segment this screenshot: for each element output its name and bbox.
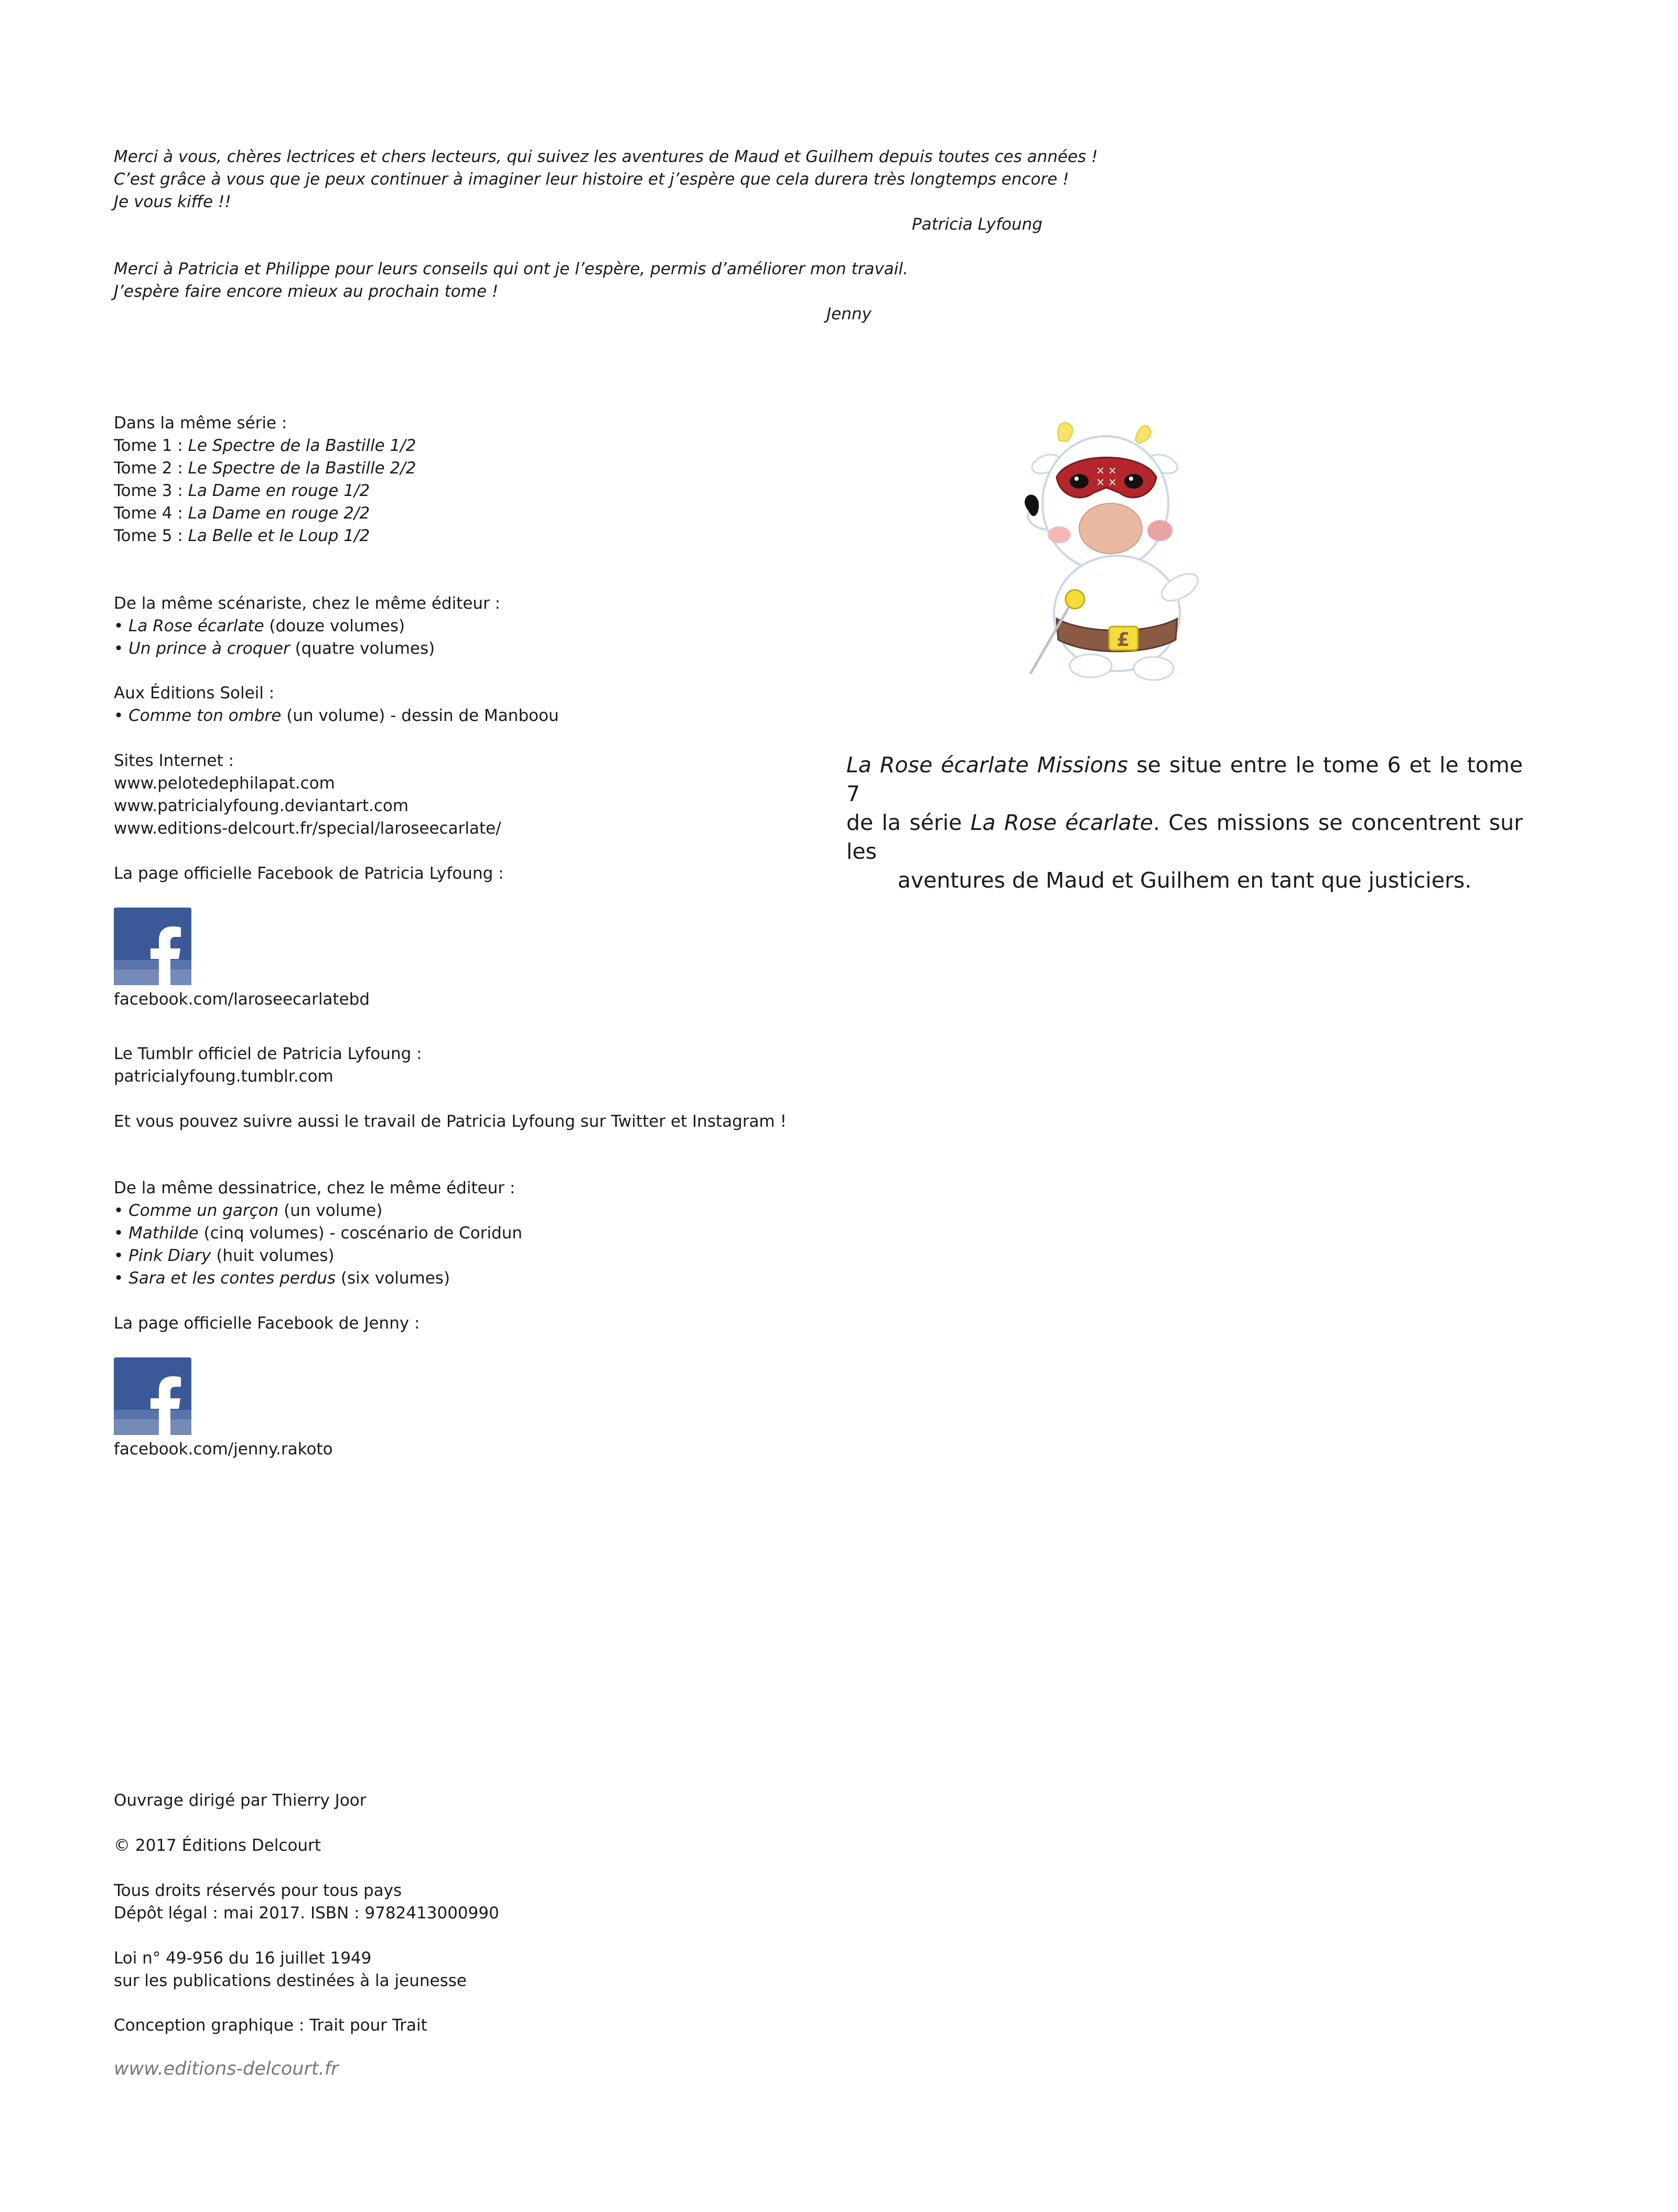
facebook-patricia-heading: La page officielle Facebook de Patricia Lyfoung : [114,864,504,883]
imprint-director: Ouvrage dirigé par Thierry Joor [114,1791,367,1810]
cow-mascot-illustration [1023,409,1243,703]
author-signature: Patricia Lyfoung [911,215,1042,234]
series-section [114,412,416,547]
tome-title: La Belle et le Loup 1/2 [188,526,370,545]
artist-thanks [114,258,908,303]
facebook-patricia-section [114,862,504,1011]
missions-note-line: aventures de Maud et Guilhem en tant que justiciers. [897,868,1472,893]
facebook-jenny-heading: La page officielle Facebook de Jenny : [114,1314,420,1333]
imprint-law: Loi n° 49-956 du 16 juillet 1949 sur les publications destinées à la jeunesse [114,1949,467,1990]
imprint-design: Conception graphique : Trait pour Trait [114,2016,427,2035]
author-thanks-line: Merci à vous, chères lectrices et chers lecteurs, qui suivez les aventures de Maud et Guilhem depuis toutes ces années ! [114,147,1098,166]
websites-section [114,750,501,840]
website-link[interactable]: www.pelotedephilapat.com [114,774,335,793]
author-thanks-line: C’est grâce à vous que je peux continuer à imaginer leur histoire et j’espère que cela durera très longtemps encore ! [114,170,1069,189]
facebook-patricia-link[interactable]: facebook.com/laroseecarlatebd [114,990,370,1009]
scenarist-section [114,592,500,660]
illustrator-heading: De la même dessinatrice, chez le même éditeur : [114,1179,515,1197]
soleil-heading: Aux Éditions Soleil : [114,684,275,703]
facebook-jenny-link[interactable]: facebook.com/jenny.rakoto [114,1440,333,1459]
facebook-icon[interactable] [114,1357,191,1435]
publisher-website[interactable]: www.editions-delcourt.fr [114,2058,339,2079]
website-link[interactable]: www.editions-delcourt.fr/special/laroseecarlate/ [114,819,501,838]
scenarist-heading: De la même scénariste, chez le même éditeur : [114,594,501,613]
facebook-icon[interactable] [114,908,191,985]
tome-title: La Dame en rouge 2/2 [188,504,370,523]
series-heading: Dans la même série : [114,414,287,433]
author-thanks-line: Je vous kiffe !! [114,192,231,211]
missions-note-line: La Rose écarlate Missions se situe entre le tome 6 et le tome 7 [846,752,1523,806]
website-link[interactable]: www.patricialyfoung.deviantart.com [114,796,409,815]
imprint-copyright: © 2017 Éditions Delcourt [114,1836,321,1855]
list-item: • La Rose écarlate (douze volumes) [114,617,405,635]
tome-item: Tome 4 : La Dame en rouge 2/2 [114,504,370,523]
tumblr-section [114,1043,422,1088]
list-item: • Comme un garçon (un volume) [114,1201,383,1220]
list-item: • Un prince à croquer (quatre volumes) [114,639,435,658]
tome-item: Tome 2 : Le Spectre de la Bastille 2/2 [114,459,416,478]
missions-note [846,751,1523,895]
artist-thanks-line: J’espère faire encore mieux au prochain tome ! [114,282,499,301]
author-thanks [114,146,1098,213]
svg-text:× ×: × × [1096,464,1117,477]
list-item: • Sara et les contes perdus (six volumes) [114,1269,450,1288]
artist-signature: Jenny [826,305,872,323]
tumblr-heading: Le Tumblr officiel de Patricia Lyfoung : [114,1044,422,1063]
social-note: Et vous pouvez suivre aussi le travail de Patricia Lyfoung sur Twitter et Instagram ! [114,1112,787,1131]
illustrator-section [114,1177,522,1290]
imprint-rights: Tous droits réservés pour tous pays Dépôt légal : mai 2017. ISBN : 9782413000990 [114,1881,499,1923]
soleil-section [114,682,559,727]
list-item: • Comme ton ombre (un volume) - dessin de Manboou [114,706,559,725]
tumblr-link[interactable]: patricialyfoung.tumblr.com [114,1067,334,1086]
list-item: • Pink Diary (huit volumes) [114,1246,335,1265]
missions-note-line: de la série La Rose écarlate. Ces missions se concentrent sur les [846,810,1523,864]
tome-title: Le Spectre de la Bastille 1/2 [188,436,416,455]
tome-title: Le Spectre de la Bastille 2/2 [188,459,416,478]
svg-text:× ×: × × [1096,476,1117,488]
tome-title: La Dame en rouge 1/2 [188,481,370,500]
facebook-jenny-section [114,1312,420,1461]
tome-item: Tome 5 : La Belle et le Loup 1/2 [114,526,370,545]
tome-item: Tome 3 : La Dame en rouge 1/2 [114,481,370,500]
artist-thanks-line: Merci à Patricia et Philippe pour leurs conseils qui ont je l’espère, permis d’améliorer mon travail. [114,260,908,278]
list-item: • Mathilde (cinq volumes) - coscénario de Coridun [114,1224,523,1243]
websites-heading: Sites Internet : [114,751,234,770]
svg-text:£: £ [1116,629,1130,651]
tome-item: Tome 1 : Le Spectre de la Bastille 1/2 [114,436,416,455]
